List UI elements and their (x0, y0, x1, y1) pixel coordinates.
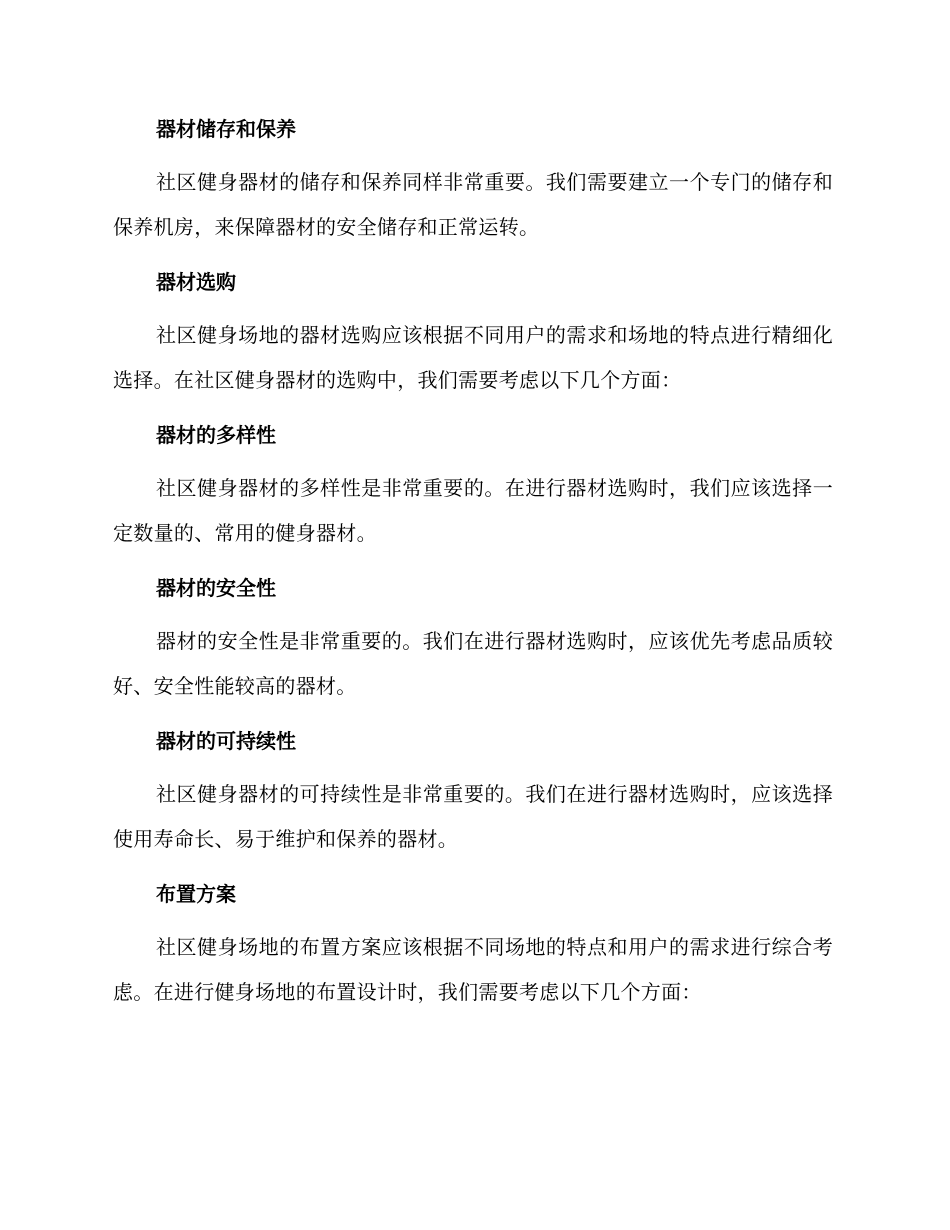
section-heading-sustainability: 器材的可持续性 (156, 729, 296, 753)
section-heading-diversity: 器材的多样性 (156, 423, 276, 447)
section-body-sustainability: 社区健身器材的可持续性是非常重要的。我们在进行器材选购时，应该选择使用寿命长、易于维护和保养的器材。 (113, 782, 833, 851)
document-page (113, 112, 833, 1014)
section-body-layout-plan: 社区健身场地的布置方案应该根据不同场地的特点和用户的需求进行综合考虑。在进行健身场地的布置设计时，我们需要考虑以下几个方面： (113, 935, 833, 1004)
section-heading-safety: 器材的安全性 (156, 576, 276, 600)
section-heading-purchase: 器材选购 (156, 270, 236, 294)
section-body-diversity: 社区健身器材的多样性是非常重要的。在进行器材选购时，我们应该选择一定数量的、常用的健身器材。 (113, 476, 833, 545)
section-heading-storage: 器材储存和保养 (156, 117, 296, 141)
section-heading-layout-plan: 布置方案 (156, 882, 236, 906)
section-body-safety: 器材的安全性是非常重要的。我们在进行器材选购时，应该优先考虑品质较好、安全性能较高的器材。 (113, 629, 833, 698)
section-body-purchase: 社区健身场地的器材选购应该根据不同用户的需求和场地的特点进行精细化选择。在社区健身器材的选购中，我们需要考虑以下几个方面： (113, 323, 833, 392)
section-body-storage: 社区健身器材的储存和保养同样非常重要。我们需要建立一个专门的储存和保养机房，来保障器材的安全储存和正常运转。 (113, 170, 833, 239)
